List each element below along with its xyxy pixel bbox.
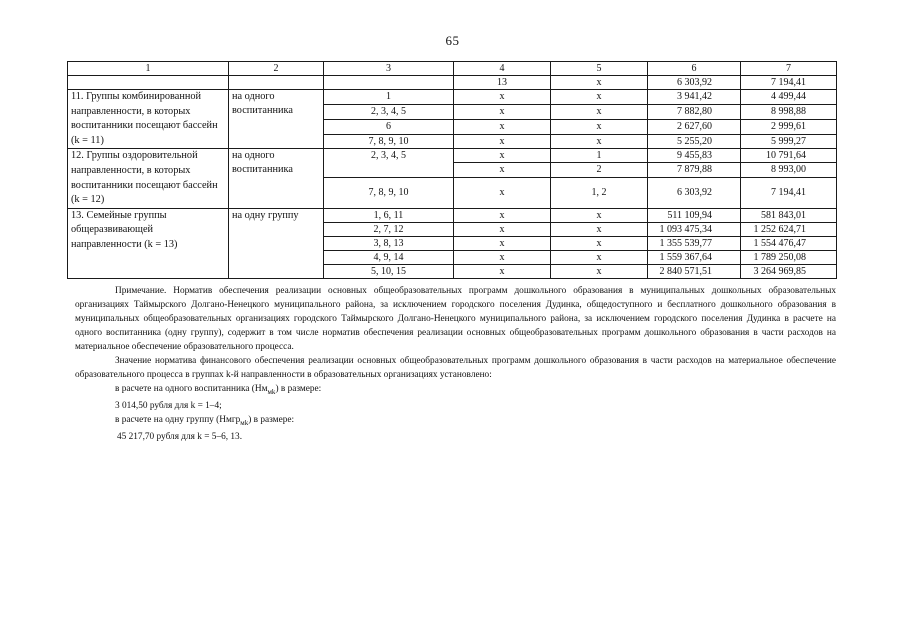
per-child-line [75, 382, 836, 399]
group11-unit: на одного воспитанника [229, 90, 324, 149]
cell-col5: х [551, 250, 648, 264]
header-cell-6: 6 [648, 62, 741, 76]
cell-col3: 5, 10, 15 [324, 264, 454, 278]
table-row-group12-1 [68, 149, 837, 163]
cell-col4: х [454, 177, 551, 208]
cell-col5: х [551, 119, 648, 134]
group11-name: 11. Группы комбинированной направленности, в которых воспитанники посещают бассейн (k = 11) [68, 90, 229, 149]
header-cell-7: 7 [741, 62, 837, 76]
notes-section [75, 284, 836, 444]
per-group-value: 45 217,70 рубля для k = 5–6, 13. [117, 431, 243, 442]
normative-table-container [67, 61, 836, 279]
per-group-subscript: мk [240, 418, 249, 427]
group12-name: 12. Группы оздоровительной направленности, в которых воспитанники посещают бассейн (k = 12) [68, 149, 229, 208]
cell-col7: 4 499,44 [741, 90, 837, 105]
cell-col6: 9 455,83 [648, 149, 741, 163]
cell-col4: 13 [454, 76, 551, 90]
cell-col6: 7 879,88 [648, 163, 741, 177]
cell-col3: 2, 7, 12 [324, 222, 454, 236]
cell-col4: х [454, 250, 551, 264]
cell-col3: 1, 6, 11 [324, 208, 454, 222]
cell-col4: х [454, 149, 551, 163]
table-row-group11-1 [68, 90, 837, 105]
cell-col7: 1 252 624,71 [741, 222, 837, 236]
cell-empty [229, 76, 324, 90]
group13-unit: на одну группу [229, 208, 324, 278]
cell-col6: 511 109,94 [648, 208, 741, 222]
note-paragraph: Примечание. Норматив обеспечения реализации основных общеобразовательных программ дошкольного образования в муниципальных дошкольных образовательных организациях Таймырского Долгано-Ненецкого муниципального района, за исключением городского поселения Дудинка, общедоступного и бесплатного дошкольного образования в муниципальных общеобразовательных организациях городского Таймырского Долгано-Ненецкого муниципального района, за исключением городского поселения Дудинка в расчете на одного воспитанника (одну группу), содержит в том числе норматив обеспечения реализации основных общеобразовательных программ дошкольного образования в части расходов на материальное обеспечение образовательного процесса. [75, 286, 836, 352]
cell-col6: 6 303,92 [648, 76, 741, 90]
per-child-suffix: ) в размере: [275, 384, 322, 394]
cell-col6: 2 840 571,51 [648, 264, 741, 278]
cell-col4: х [454, 119, 551, 134]
cell-col6: 6 303,92 [648, 177, 741, 208]
cell-col5: х [551, 264, 648, 278]
cell-col4: х [454, 264, 551, 278]
cell-col6: 5 255,20 [648, 134, 741, 149]
cell-col5: х [551, 104, 648, 119]
cell-col6: 1 559 367,64 [648, 250, 741, 264]
cell-col5: 1, 2 [551, 177, 648, 208]
cell-empty [68, 76, 229, 90]
per-child-value: 3 014,50 рубля для k = 1–4; [115, 400, 222, 411]
cell-col7: 2 999,61 [741, 119, 837, 134]
cell-col4: х [454, 222, 551, 236]
cell-col5: х [551, 222, 648, 236]
cell-col3: 1 [324, 90, 454, 105]
table-row-carryover [68, 76, 837, 90]
per-group-prefix: в расчете на одну группу (Нмгр [115, 414, 241, 425]
cell-col3: 7, 8, 9, 10 [324, 177, 454, 208]
cell-col7: 8 998,88 [741, 104, 837, 119]
cell-col3: 2, 3, 4, 5 [324, 104, 454, 119]
cell-col3: 3, 8, 13 [324, 236, 454, 250]
cell-col3: 7, 8, 9, 10 [324, 134, 454, 149]
cell-col5: х [551, 90, 648, 105]
group13-name: 13. Семейные группы общеразвивающей направленности (k = 13) [68, 208, 229, 278]
cell-col7: 8 993,00 [741, 163, 837, 177]
per-group-line [75, 413, 836, 430]
cell-col6: 1 355 539,77 [648, 236, 741, 250]
header-cell-4: 4 [454, 62, 551, 76]
header-cell-5: 5 [551, 62, 648, 76]
header-cell-2: 2 [229, 62, 324, 76]
cell-col4: х [454, 163, 551, 177]
cell-col6: 3 941,42 [648, 90, 741, 105]
normative-table [67, 61, 837, 279]
cell-col7: 581 843,01 [741, 208, 837, 222]
table-header-row [68, 62, 837, 76]
cell-col6: 7 882,80 [648, 104, 741, 119]
cell-col6: 2 627,60 [648, 119, 741, 134]
header-cell-3: 3 [324, 62, 454, 76]
cell-col7: 5 999,27 [741, 134, 837, 149]
cell-col4: х [454, 134, 551, 149]
cell-empty [324, 76, 454, 90]
cell-col4: х [454, 236, 551, 250]
cell-col5: х [551, 208, 648, 222]
cell-col7: 1 789 250,08 [741, 250, 837, 264]
cell-col4: х [454, 208, 551, 222]
cell-col5: 2 [551, 163, 648, 177]
cell-col7: 1 554 476,47 [741, 236, 837, 250]
cell-col7: 10 791,64 [741, 149, 837, 163]
cell-col5: х [551, 236, 648, 250]
per-child-subscript: мk [267, 387, 276, 396]
cell-col3: 4, 9, 14 [324, 250, 454, 264]
cell-col5: х [551, 134, 648, 149]
cell-col4: х [454, 90, 551, 105]
cell-col3: 2, 3, 4, 5 [324, 149, 454, 177]
cell-col5: 1 [551, 149, 648, 163]
cell-col7: 7 194,41 [741, 177, 837, 208]
cell-col4: х [454, 104, 551, 119]
cell-col6: 1 093 475,34 [648, 222, 741, 236]
group12-unit: на одного воспитанника [229, 149, 324, 208]
value-intro-paragraph: Значение норматива финансового обеспечения реализации основных общеобразовательных программ дошкольного образования в части расходов на материальное обеспечение образовательного процесса в группах k-й направленности в образовательных организациях установлено: [75, 356, 836, 380]
cell-col7: 7 194,41 [741, 76, 837, 90]
header-cell-1: 1 [68, 62, 229, 76]
cell-col7: 3 264 969,85 [741, 264, 837, 278]
per-child-prefix: в расчете на одного воспитанника (Нм [115, 384, 268, 394]
page-number: 65 [445, 33, 460, 48]
table-row-group13-1 [68, 208, 837, 222]
cell-col5: х [551, 76, 648, 90]
cell-col3: 6 [324, 119, 454, 134]
per-group-suffix: ) в размере: [248, 414, 295, 425]
